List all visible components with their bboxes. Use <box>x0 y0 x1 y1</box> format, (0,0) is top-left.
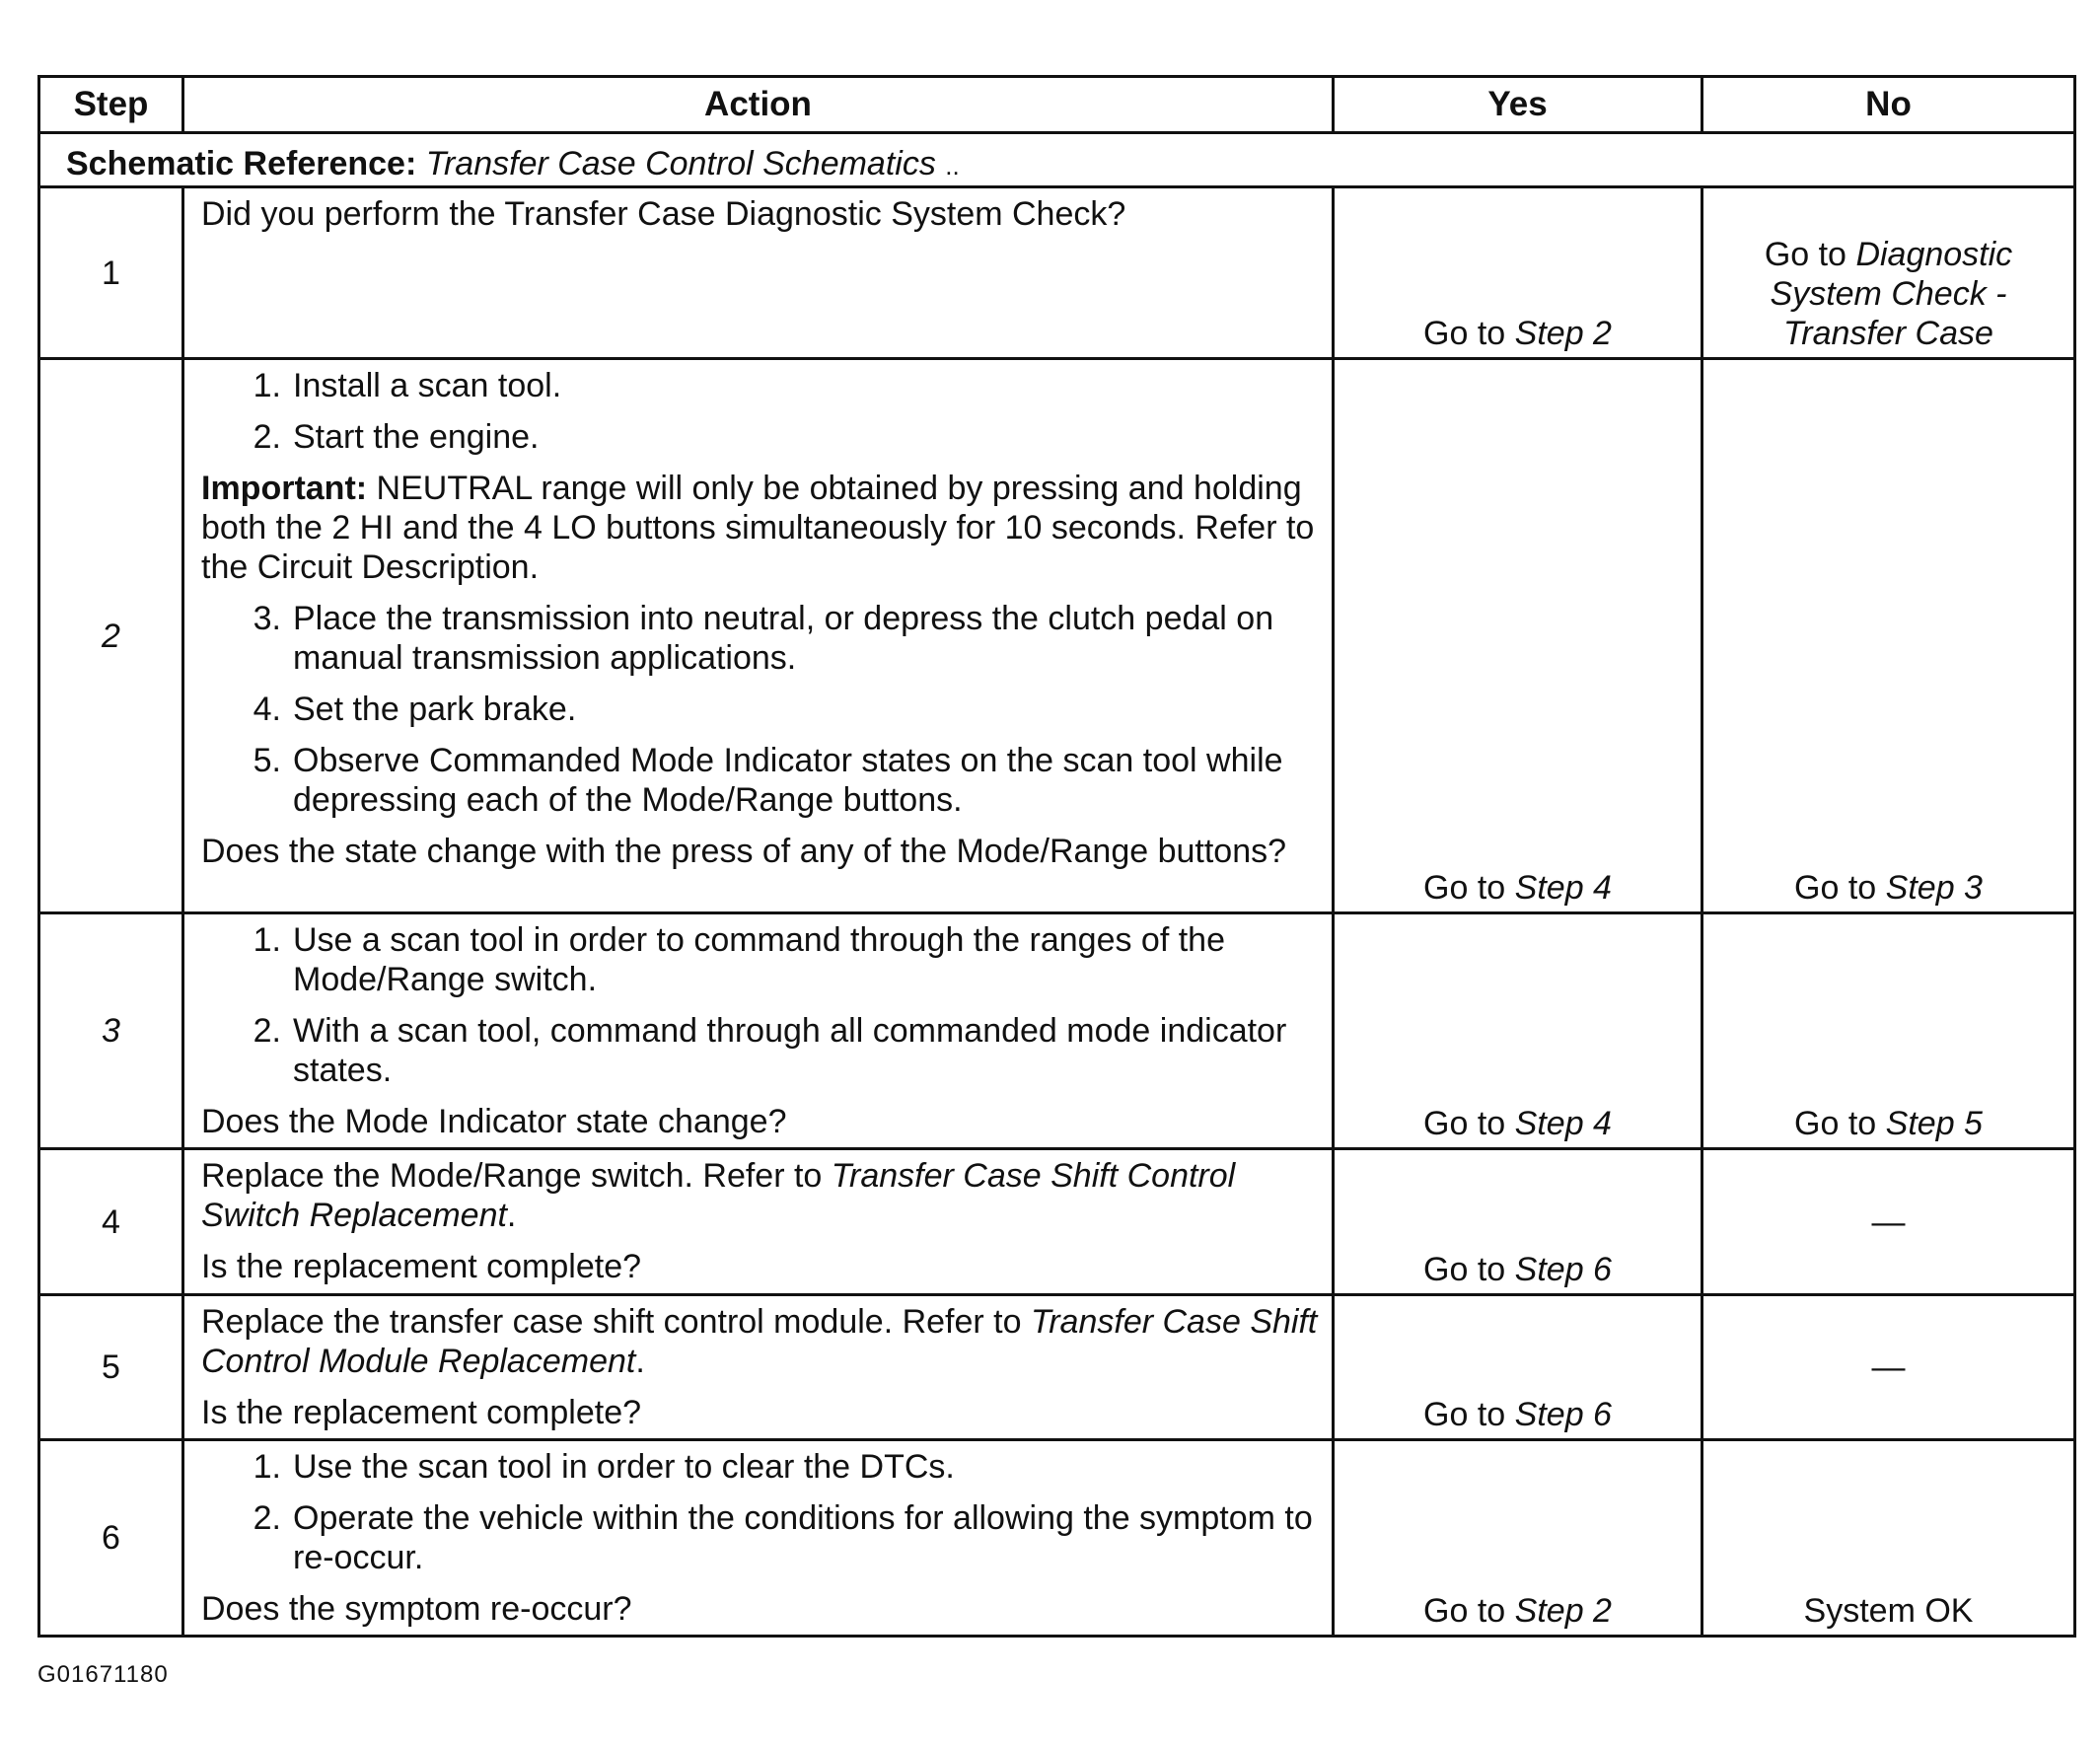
list-item: 2. Operate the vehicle within the conditions for allowing the symptom to re-occur. <box>253 1499 1313 1576</box>
yes-step-link[interactable]: Step 6 <box>1514 1251 1612 1288</box>
yes-prefix: Go to <box>1423 315 1506 352</box>
no-step-link[interactable]: Step 5 <box>1885 1105 1983 1142</box>
action-question: Does the Mode Indicator state change? <box>201 1103 787 1140</box>
no-step-link[interactable]: Step 3 <box>1885 869 1983 907</box>
step-number: 6 <box>39 1440 183 1637</box>
action-list <box>201 599 1318 820</box>
yes-prefix: Go to <box>1423 1251 1506 1288</box>
no-link-part-1[interactable]: Diagnostic <box>1855 236 2013 273</box>
no-link-part-2[interactable]: System Check - <box>1770 275 2007 313</box>
no-prefix: Go to <box>1794 1105 1877 1142</box>
yes-cell <box>1334 913 1702 1149</box>
action-question: Does the symptom re-occur? <box>201 1590 632 1628</box>
yes-prefix: Go to <box>1423 1105 1506 1142</box>
action-instruction: Replace the transfer case shift control module. Refer to Transfer Case Shift Control Module Replacement. <box>201 1303 1318 1380</box>
list-item: 1. Use the scan tool in order to clear the DTCs. <box>253 1448 955 1486</box>
action-cell <box>183 1440 1334 1637</box>
action-cell <box>183 359 1334 913</box>
procedure-link[interactable]: Transfer Case Shift Control Module Replacement <box>201 1303 1318 1380</box>
schematic-reference-link[interactable]: Transfer Case Control Schematics <box>425 145 936 182</box>
no-result: System OK <box>1803 1592 1974 1630</box>
step-number: 2 <box>39 359 183 913</box>
table-row-step-6 <box>39 1440 2075 1637</box>
action-question: Is the replacement complete? <box>201 1394 642 1431</box>
list-item: 2. With a scan tool, command through all commanded mode indicator states. <box>253 1012 1287 1089</box>
action-instruction: Replace the Mode/Range switch. Refer to Transfer Case Shift Control Switch Replacement. <box>201 1157 1236 1234</box>
header-row <box>39 77 2075 133</box>
action-list <box>201 366 1318 457</box>
step-number: 5 <box>39 1295 183 1440</box>
table-row-step-5 <box>39 1295 2075 1440</box>
figure-code: G01671180 <box>37 1661 169 1688</box>
list-item: 4. Set the park brake. <box>253 691 577 728</box>
action-list <box>201 1447 1318 1577</box>
diagnostic-table <box>37 75 2076 1638</box>
yes-cell <box>1334 187 1702 359</box>
schematic-reference-row <box>39 133 2075 187</box>
yes-prefix: Go to <box>1423 1592 1506 1630</box>
yes-step-link[interactable]: Step 2 <box>1514 1592 1612 1630</box>
list-item: 3. Place the transmission into neutral, or depress the clutch pedal on manual transmission applications. <box>253 600 1274 677</box>
schematic-reference <box>39 133 2075 187</box>
table-row-step-2 <box>39 359 2075 913</box>
action-question: Is the replacement complete? <box>201 1248 642 1285</box>
header-yes: Yes <box>1334 77 1702 133</box>
yes-step-link[interactable]: Step 6 <box>1514 1396 1612 1433</box>
important-label: Important: <box>201 470 368 507</box>
list-item: 1. Install a scan tool. <box>253 367 562 404</box>
step-number: 1 <box>39 187 183 359</box>
schematic-reference-label: Schematic Reference: <box>66 145 417 182</box>
yes-step-link[interactable]: Step 2 <box>1514 315 1612 352</box>
action-list <box>201 920 1318 1090</box>
action-cell <box>183 913 1334 1149</box>
no-cell <box>1702 1149 2075 1295</box>
yes-cell <box>1334 1440 1702 1637</box>
no-cell <box>1702 913 2075 1149</box>
no-dash: — <box>1871 1348 1906 1386</box>
no-prefix: Go to <box>1764 236 1847 273</box>
procedure-link[interactable]: Transfer Case Shift Control Switch Replacement <box>201 1157 1236 1234</box>
table-row-step-4 <box>39 1149 2075 1295</box>
action-cell <box>183 1149 1334 1295</box>
important-text: NEUTRAL range will only be obtained by pressing and holding both the 2 HI and the 4 LO buttons simultaneously for 10 seconds. Refer to the Circuit Description. <box>201 470 1315 586</box>
no-cell <box>1702 359 2075 913</box>
yes-step-link[interactable]: Step 4 <box>1514 1105 1612 1142</box>
schematic-reference-dots: .. <box>945 151 960 181</box>
action-question: Did you perform the Transfer Case Diagnostic System Check? <box>201 195 1126 233</box>
action-cell <box>183 1295 1334 1440</box>
no-cell <box>1702 187 2075 359</box>
action-question: Does the state change with the press of any of the Mode/Range buttons? <box>201 833 1287 870</box>
yes-prefix: Go to <box>1423 869 1506 907</box>
action-cell <box>183 187 1334 359</box>
important-note <box>201 469 1318 587</box>
table-row-step-1 <box>39 187 2075 359</box>
header-step: Step <box>39 77 183 133</box>
list-item: 2. Start the engine. <box>253 418 540 456</box>
yes-cell <box>1334 359 1702 913</box>
step-number: 3 <box>39 913 183 1149</box>
step-number: 4 <box>39 1149 183 1295</box>
table-row-step-3 <box>39 913 2075 1149</box>
no-cell <box>1702 1440 2075 1637</box>
yes-prefix: Go to <box>1423 1396 1506 1433</box>
no-dash: — <box>1871 1202 1906 1241</box>
no-cell <box>1702 1295 2075 1440</box>
yes-step-link[interactable]: Step 4 <box>1514 869 1612 907</box>
no-prefix: Go to <box>1794 869 1877 907</box>
list-item: 1. Use a scan tool in order to command through the ranges of the Mode/Range switch. <box>253 921 1225 998</box>
header-no: No <box>1702 77 2075 133</box>
yes-cell <box>1334 1149 1702 1295</box>
yes-cell <box>1334 1295 1702 1440</box>
list-item: 5. Observe Commanded Mode Indicator states on the scan tool while depressing each of the Mode/Range buttons. <box>253 742 1283 819</box>
no-link-part-3[interactable]: Transfer Case <box>1783 315 1993 352</box>
header-action: Action <box>183 77 1334 133</box>
